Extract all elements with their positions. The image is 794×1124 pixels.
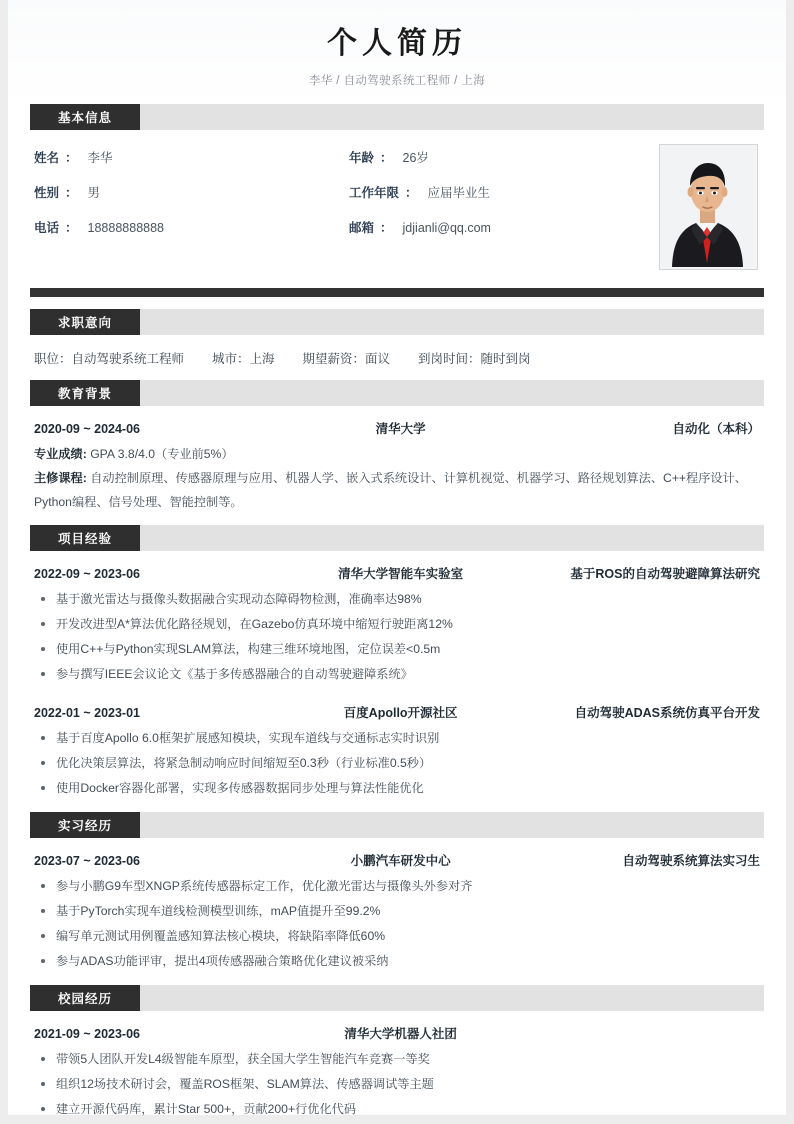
basic-info-grid <box>34 144 659 236</box>
bullet-text: 编写单元测试用例覆盖感知算法核心模块，将缺陷率降低60% <box>56 929 386 943</box>
section-header-campus <box>30 985 764 1011</box>
bullet-list <box>34 1047 760 1122</box>
entry-organization: 小鹏汽车研发中心 <box>350 854 451 868</box>
education-courses-label: 主修课程: <box>34 471 87 485</box>
intent-position: 职位：自动驾驶系统工程师 <box>34 352 185 366</box>
list-item <box>34 751 760 776</box>
info-field-age <box>349 148 659 166</box>
info-colon: ： <box>380 151 393 165</box>
bullet-text: 参与撰写IEEE会议论文《基于多传感器融合的自动驾驶避障系统》 <box>56 667 413 681</box>
entry-role: 自动化（本科） <box>672 422 760 436</box>
bullet-dot-icon <box>41 909 45 913</box>
bullet-dot-icon <box>41 1082 45 1086</box>
entry-date: 2022-09 ~ 2023-06 <box>34 567 140 581</box>
intent-availability: 到岗时间：随时到岗 <box>418 352 531 366</box>
list-item <box>34 612 760 637</box>
bullet-text: 优化决策层算法，将紧急制动响应时间缩短至0.3秒（行业标准0.5秒） <box>56 756 432 770</box>
resume-page <box>8 0 786 1115</box>
education-courses-line <box>34 466 760 514</box>
info-field-name <box>34 148 349 166</box>
education-entry <box>8 406 786 525</box>
info-value: 26岁 <box>402 151 429 165</box>
entry-heading <box>34 1024 760 1042</box>
list-item <box>34 949 760 974</box>
bullet-text: 基于PyTorch实现车道线检测模型训练，mAP值提升至99.2% <box>56 904 381 918</box>
list-item <box>34 726 760 751</box>
internship-entry <box>8 838 786 985</box>
entry-role: 自动驾驶系统算法实习生 <box>622 854 760 868</box>
bullet-text: 组织12场技术研讨会，覆盖ROS框架、SLAM算法、传感器调试等主题 <box>56 1077 434 1091</box>
bullet-list <box>34 587 760 687</box>
list-item <box>34 1047 760 1072</box>
bullet-dot-icon <box>41 1057 45 1061</box>
bullet-text: 使用C++与Python实现SLAM算法，构建三维环境地图，定位误差<0.5m <box>56 642 441 656</box>
entry-organization: 清华大学机器人社团 <box>344 1027 457 1041</box>
bullet-text: 使用Docker容器化部署，实现多传感器数据同步处理与算法性能优化 <box>56 781 424 795</box>
bullet-dot-icon <box>41 736 45 740</box>
bullet-text: 开发改进型A*算法优化路径规划，在Gazebo仿真环境中缩短行驶距离12% <box>56 617 453 631</box>
section-tab-label: 基本信息 <box>30 104 140 130</box>
bullet-dot-icon <box>41 884 45 888</box>
section-tab-label: 实习经历 <box>30 812 140 838</box>
section-tab-label: 求职意向 <box>30 309 140 335</box>
info-field-gender <box>34 183 349 201</box>
section-tab-label: 项目经验 <box>30 525 140 551</box>
list-item <box>34 587 760 612</box>
entry-date: 2023-07 ~ 2023-06 <box>34 854 140 868</box>
basic-info-block <box>8 130 786 278</box>
section-header-intent <box>30 309 764 335</box>
project-entry <box>8 703 786 812</box>
entry-date: 2022-01 ~ 2023-01 <box>34 706 140 720</box>
entry-role: 基于ROS的自动驾驶避障算法研究 <box>570 567 760 581</box>
info-label: 工作年限 <box>349 186 400 200</box>
bullet-dot-icon <box>41 672 45 676</box>
section-header-education <box>30 380 764 406</box>
info-value: 18888888888 <box>87 221 165 235</box>
header-subtitle: 李华 / 自动驾驶系统工程师 / 上海 <box>308 75 486 87</box>
bullet-text: 带领5人团队开发L4级智能车原型，获全国大学生智能汽车竞赛一等奖 <box>56 1052 430 1066</box>
info-field-phone <box>34 218 349 236</box>
section-tab-label: 教育背景 <box>30 380 140 406</box>
info-colon: ： <box>380 221 393 235</box>
info-label: 性别 <box>34 186 60 200</box>
entry-heading <box>34 703 760 721</box>
list-item <box>34 1072 760 1097</box>
info-value: 应届毕业生 <box>427 186 491 200</box>
info-colon: ： <box>405 186 418 200</box>
bullet-dot-icon <box>41 647 45 651</box>
info-field-experience <box>349 183 659 201</box>
education-gpa-label: 专业成绩: <box>34 447 87 461</box>
info-colon: ： <box>65 221 78 235</box>
bullet-text: 参与ADAS功能评审，提出4项传感器融合策略优化建议被采纳 <box>56 954 389 968</box>
entry-date: 2020-09 ~ 2024-06 <box>34 422 140 436</box>
bullet-dot-icon <box>41 786 45 790</box>
entry-heading <box>34 419 760 437</box>
resume-header <box>8 0 786 104</box>
avatar <box>659 144 758 270</box>
project-entry <box>8 551 786 703</box>
info-value: jdjianli@qq.com <box>402 221 491 235</box>
intent-city: 城市：上海 <box>212 352 275 366</box>
bullet-text: 参与小鹏G9车型XNGP系统传感器标定工作，优化激光雷达与摄像头外参对齐 <box>56 879 473 893</box>
bullet-text: 基于激光雷达与摄像头数据融合实现动态障碍物检测，准确率达98% <box>56 592 422 606</box>
education-courses-value: 自动控制原理、传感器原理与应用、机器人学、嵌入式系统设计、计算机视觉、机器学习、路径规划算法、C++程序设计、Python编程、信号处理、智能控制等。 <box>34 471 747 509</box>
info-colon: ： <box>65 151 78 165</box>
bullet-text: 基于百度Apollo 6.0框架扩展感知模块，实现车道线与交通标志实时识别 <box>56 731 440 745</box>
entry-heading <box>34 851 760 869</box>
info-value: 男 <box>87 186 101 200</box>
entry-organization: 百度Apollo开源社区 <box>343 706 458 720</box>
entry-date: 2021-09 ~ 2023-06 <box>34 1027 140 1041</box>
list-item <box>34 662 760 687</box>
list-item <box>34 637 760 662</box>
entry-organization: 清华大学智能车实验室 <box>338 567 464 581</box>
list-item <box>34 874 760 899</box>
job-intent-line <box>8 335 786 380</box>
list-item <box>34 776 760 801</box>
bullet-dot-icon <box>41 1107 45 1111</box>
entry-organization: 清华大学 <box>375 422 426 436</box>
list-item <box>34 1097 760 1122</box>
bullet-dot-icon <box>41 959 45 963</box>
page-title: 个人简历 <box>327 27 467 60</box>
info-label: 姓名 <box>34 151 60 165</box>
entry-role: 自动驾驶ADAS系统仿真平台开发 <box>574 706 760 720</box>
section-tab-label: 校园经历 <box>30 985 140 1011</box>
section-divider <box>30 288 764 297</box>
bullet-list <box>34 874 760 974</box>
list-item <box>34 899 760 924</box>
bullet-dot-icon <box>41 761 45 765</box>
section-header-internship <box>30 812 764 838</box>
education-gpa-line <box>34 442 760 466</box>
info-label: 邮箱 <box>349 221 375 235</box>
bullet-dot-icon <box>41 597 45 601</box>
info-field-email <box>349 218 659 236</box>
info-label: 电话 <box>34 221 60 235</box>
portrait-photo-icon <box>660 145 755 267</box>
bullet-text: 建立开源代码库，累计Star 500+，贡献200+行优化代码 <box>56 1102 357 1116</box>
info-value: 李华 <box>87 151 113 165</box>
info-label: 年龄 <box>349 151 375 165</box>
section-header-basic <box>30 104 764 130</box>
bullet-list <box>34 726 760 801</box>
info-colon: ： <box>65 186 78 200</box>
intent-salary: 期望薪资：面议 <box>302 352 391 366</box>
education-gpa-value: GPA 3.8/4.0（专业前5%） <box>90 447 234 461</box>
entry-heading <box>34 564 760 582</box>
bullet-dot-icon <box>41 622 45 626</box>
campus-entry <box>8 1011 786 1124</box>
bullet-dot-icon <box>41 934 45 938</box>
section-header-project <box>30 525 764 551</box>
list-item <box>34 924 760 949</box>
